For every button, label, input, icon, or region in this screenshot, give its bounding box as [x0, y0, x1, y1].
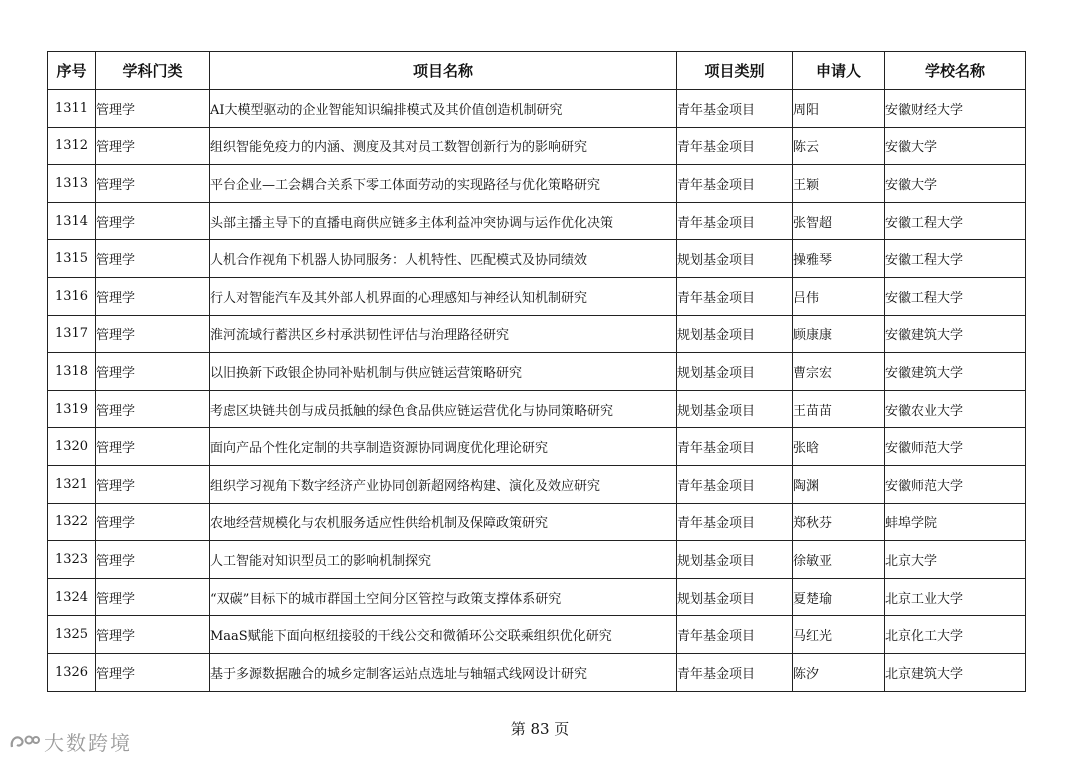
- cell-serial: 1322: [48, 503, 96, 541]
- cell-school: 安徽财经大学: [885, 90, 1026, 128]
- cell-school: 安徽工程大学: [885, 240, 1026, 278]
- cell-school: 安徽建筑大学: [885, 353, 1026, 391]
- header-applicant: 申请人: [793, 52, 885, 90]
- table-row: [48, 277, 1026, 315]
- header-project-category: 项目类别: [677, 52, 793, 90]
- cell-applicant: 周阳: [793, 90, 885, 128]
- table-row: [48, 315, 1026, 353]
- cell-subject: 管理学: [96, 503, 210, 541]
- cell-project-category: 规划基金项目: [677, 240, 793, 278]
- cell-serial: 1326: [48, 653, 96, 691]
- cell-school: 北京工业大学: [885, 578, 1026, 616]
- cell-subject: 管理学: [96, 90, 210, 128]
- cell-subject: 管理学: [96, 578, 210, 616]
- cell-project-name: “双碳”目标下的城市群国土空间分区管控与政策支撑体系研究: [210, 578, 677, 616]
- cell-applicant: 陈汐: [793, 653, 885, 691]
- cell-project-category: 青年基金项目: [677, 616, 793, 654]
- watermark-text: 大数跨境: [44, 731, 132, 755]
- header-subject: 学科门类: [96, 52, 210, 90]
- cell-serial: 1312: [48, 127, 96, 165]
- table-row: [48, 390, 1026, 428]
- table-row: [48, 428, 1026, 466]
- cell-applicant: 马红光: [793, 616, 885, 654]
- cell-serial: 1325: [48, 616, 96, 654]
- table-row: [48, 90, 1026, 128]
- cell-subject: 管理学: [96, 127, 210, 165]
- cell-subject: 管理学: [96, 165, 210, 203]
- cell-project-category: 青年基金项目: [677, 503, 793, 541]
- table-row: [48, 503, 1026, 541]
- cell-applicant: 操雅琴: [793, 240, 885, 278]
- cell-subject: 管理学: [96, 616, 210, 654]
- cell-school: 北京建筑大学: [885, 653, 1026, 691]
- cell-subject: 管理学: [96, 202, 210, 240]
- cell-school: 安徽建筑大学: [885, 315, 1026, 353]
- cell-school: 安徽工程大学: [885, 202, 1026, 240]
- cell-school: 北京大学: [885, 541, 1026, 579]
- cell-serial: 1316: [48, 277, 96, 315]
- table-row: [48, 541, 1026, 579]
- cell-project-category: 规划基金项目: [677, 390, 793, 428]
- table-row: [48, 616, 1026, 654]
- cell-subject: 管理学: [96, 465, 210, 503]
- cell-school: 北京化工大学: [885, 616, 1026, 654]
- cell-project-category: 青年基金项目: [677, 202, 793, 240]
- cell-applicant: 张智超: [793, 202, 885, 240]
- cell-project-category: 青年基金项目: [677, 90, 793, 128]
- cell-school: 安徽大学: [885, 165, 1026, 203]
- cell-subject: 管理学: [96, 277, 210, 315]
- table-row: [48, 202, 1026, 240]
- cell-serial: 1320: [48, 428, 96, 466]
- cell-applicant: 夏楚瑜: [793, 578, 885, 616]
- cell-subject: 管理学: [96, 240, 210, 278]
- cell-applicant: 徐敏亚: [793, 541, 885, 579]
- cell-project-name: 农地经营规模化与农机服务适应性供给机制及保障政策研究: [210, 503, 677, 541]
- cell-applicant: 王苗苗: [793, 390, 885, 428]
- cell-project-name: 基于多源数据融合的城乡定制客运站点选址与轴辐式线网设计研究: [210, 653, 677, 691]
- cell-project-name: 平台企业—工会耦合关系下零工体面劳动的实现路径与优化策略研究: [210, 165, 677, 203]
- cell-subject: 管理学: [96, 315, 210, 353]
- cell-serial: 1317: [48, 315, 96, 353]
- cell-project-category: 青年基金项目: [677, 653, 793, 691]
- cell-school: 安徽农业大学: [885, 390, 1026, 428]
- cell-project-name: 以旧换新下政银企协同补贴机制与供应链运营策略研究: [210, 353, 677, 391]
- cell-school: 安徽师范大学: [885, 428, 1026, 466]
- table-header-row: [48, 52, 1026, 90]
- cell-project-category: 青年基金项目: [677, 428, 793, 466]
- cell-serial: 1314: [48, 202, 96, 240]
- cell-applicant: 顾康康: [793, 315, 885, 353]
- table-row: [48, 578, 1026, 616]
- cell-school: 安徽工程大学: [885, 277, 1026, 315]
- table-row: [48, 240, 1026, 278]
- page-number: 第 83 页: [510, 720, 570, 738]
- table-row: [48, 165, 1026, 203]
- cell-school: 蚌埠学院: [885, 503, 1026, 541]
- cell-subject: 管理学: [96, 653, 210, 691]
- table-row: [48, 653, 1026, 691]
- cell-project-name: 行人对智能汽车及其外部人机界面的心理感知与神经认知机制研究: [210, 277, 677, 315]
- cell-project-category: 规划基金项目: [677, 353, 793, 391]
- cell-school: 安徽师范大学: [885, 465, 1026, 503]
- table-row: [48, 127, 1026, 165]
- table-row: [48, 465, 1026, 503]
- cell-applicant: 曹宗宏: [793, 353, 885, 391]
- cell-project-name: 人工智能对知识型员工的影响机制探究: [210, 541, 677, 579]
- cell-applicant: 吕伟: [793, 277, 885, 315]
- cell-subject: 管理学: [96, 428, 210, 466]
- cell-applicant: 陈云: [793, 127, 885, 165]
- cell-serial: 1319: [48, 390, 96, 428]
- cell-subject: 管理学: [96, 541, 210, 579]
- cell-applicant: 王颖: [793, 165, 885, 203]
- cell-project-category: 青年基金项目: [677, 277, 793, 315]
- cell-serial: 1324: [48, 578, 96, 616]
- header-school: 学校名称: [885, 52, 1026, 90]
- cell-serial: 1313: [48, 165, 96, 203]
- cell-serial: 1311: [48, 90, 96, 128]
- brand-logo-icon: [8, 731, 40, 753]
- cell-project-name: AI大模型驱动的企业智能知识编排模式及其价值创造机制研究: [210, 90, 677, 128]
- cell-subject: 管理学: [96, 353, 210, 391]
- cell-serial: 1318: [48, 353, 96, 391]
- cell-project-category: 青年基金项目: [677, 465, 793, 503]
- cell-project-name: 组织学习视角下数字经济产业协同创新超网络构建、演化及效应研究: [210, 465, 677, 503]
- cell-project-category: 规划基金项目: [677, 578, 793, 616]
- cell-project-name: 组织智能免疫力的内涵、测度及其对员工数智创新行为的影响研究: [210, 127, 677, 165]
- cell-project-name: 面向产品个性化定制的共享制造资源协同调度优化理论研究: [210, 428, 677, 466]
- cell-applicant: 张晗: [793, 428, 885, 466]
- cell-project-name: 淮河流域行蓄洪区乡村承洪韧性评估与治理路径研究: [210, 315, 677, 353]
- cell-project-name: 考虑区块链共创与成员抵触的绿色食品供应链运营优化与协同策略研究: [210, 390, 677, 428]
- cell-project-category: 规划基金项目: [677, 315, 793, 353]
- cell-project-name: 头部主播主导下的直播电商供应链多主体利益冲突协调与运作优化决策: [210, 202, 677, 240]
- cell-project-category: 青年基金项目: [677, 127, 793, 165]
- watermark: [8, 727, 132, 756]
- header-serial: 序号: [48, 52, 96, 90]
- cell-subject: 管理学: [96, 390, 210, 428]
- cell-project-category: 青年基金项目: [677, 165, 793, 203]
- project-table: [47, 51, 1026, 692]
- table-row: [48, 353, 1026, 391]
- cell-project-category: 规划基金项目: [677, 541, 793, 579]
- cell-applicant: 郑秋芬: [793, 503, 885, 541]
- cell-applicant: 陶渊: [793, 465, 885, 503]
- cell-project-name: MaaS赋能下面向枢纽接驳的干线公交和微循环公交联乘组织优化研究: [210, 616, 677, 654]
- cell-project-name: 人机合作视角下机器人协同服务：人机特性、匹配模式及协同绩效: [210, 240, 677, 278]
- header-project-name: 项目名称: [210, 52, 677, 90]
- cell-serial: 1323: [48, 541, 96, 579]
- cell-serial: 1315: [48, 240, 96, 278]
- cell-school: 安徽大学: [885, 127, 1026, 165]
- cell-serial: 1321: [48, 465, 96, 503]
